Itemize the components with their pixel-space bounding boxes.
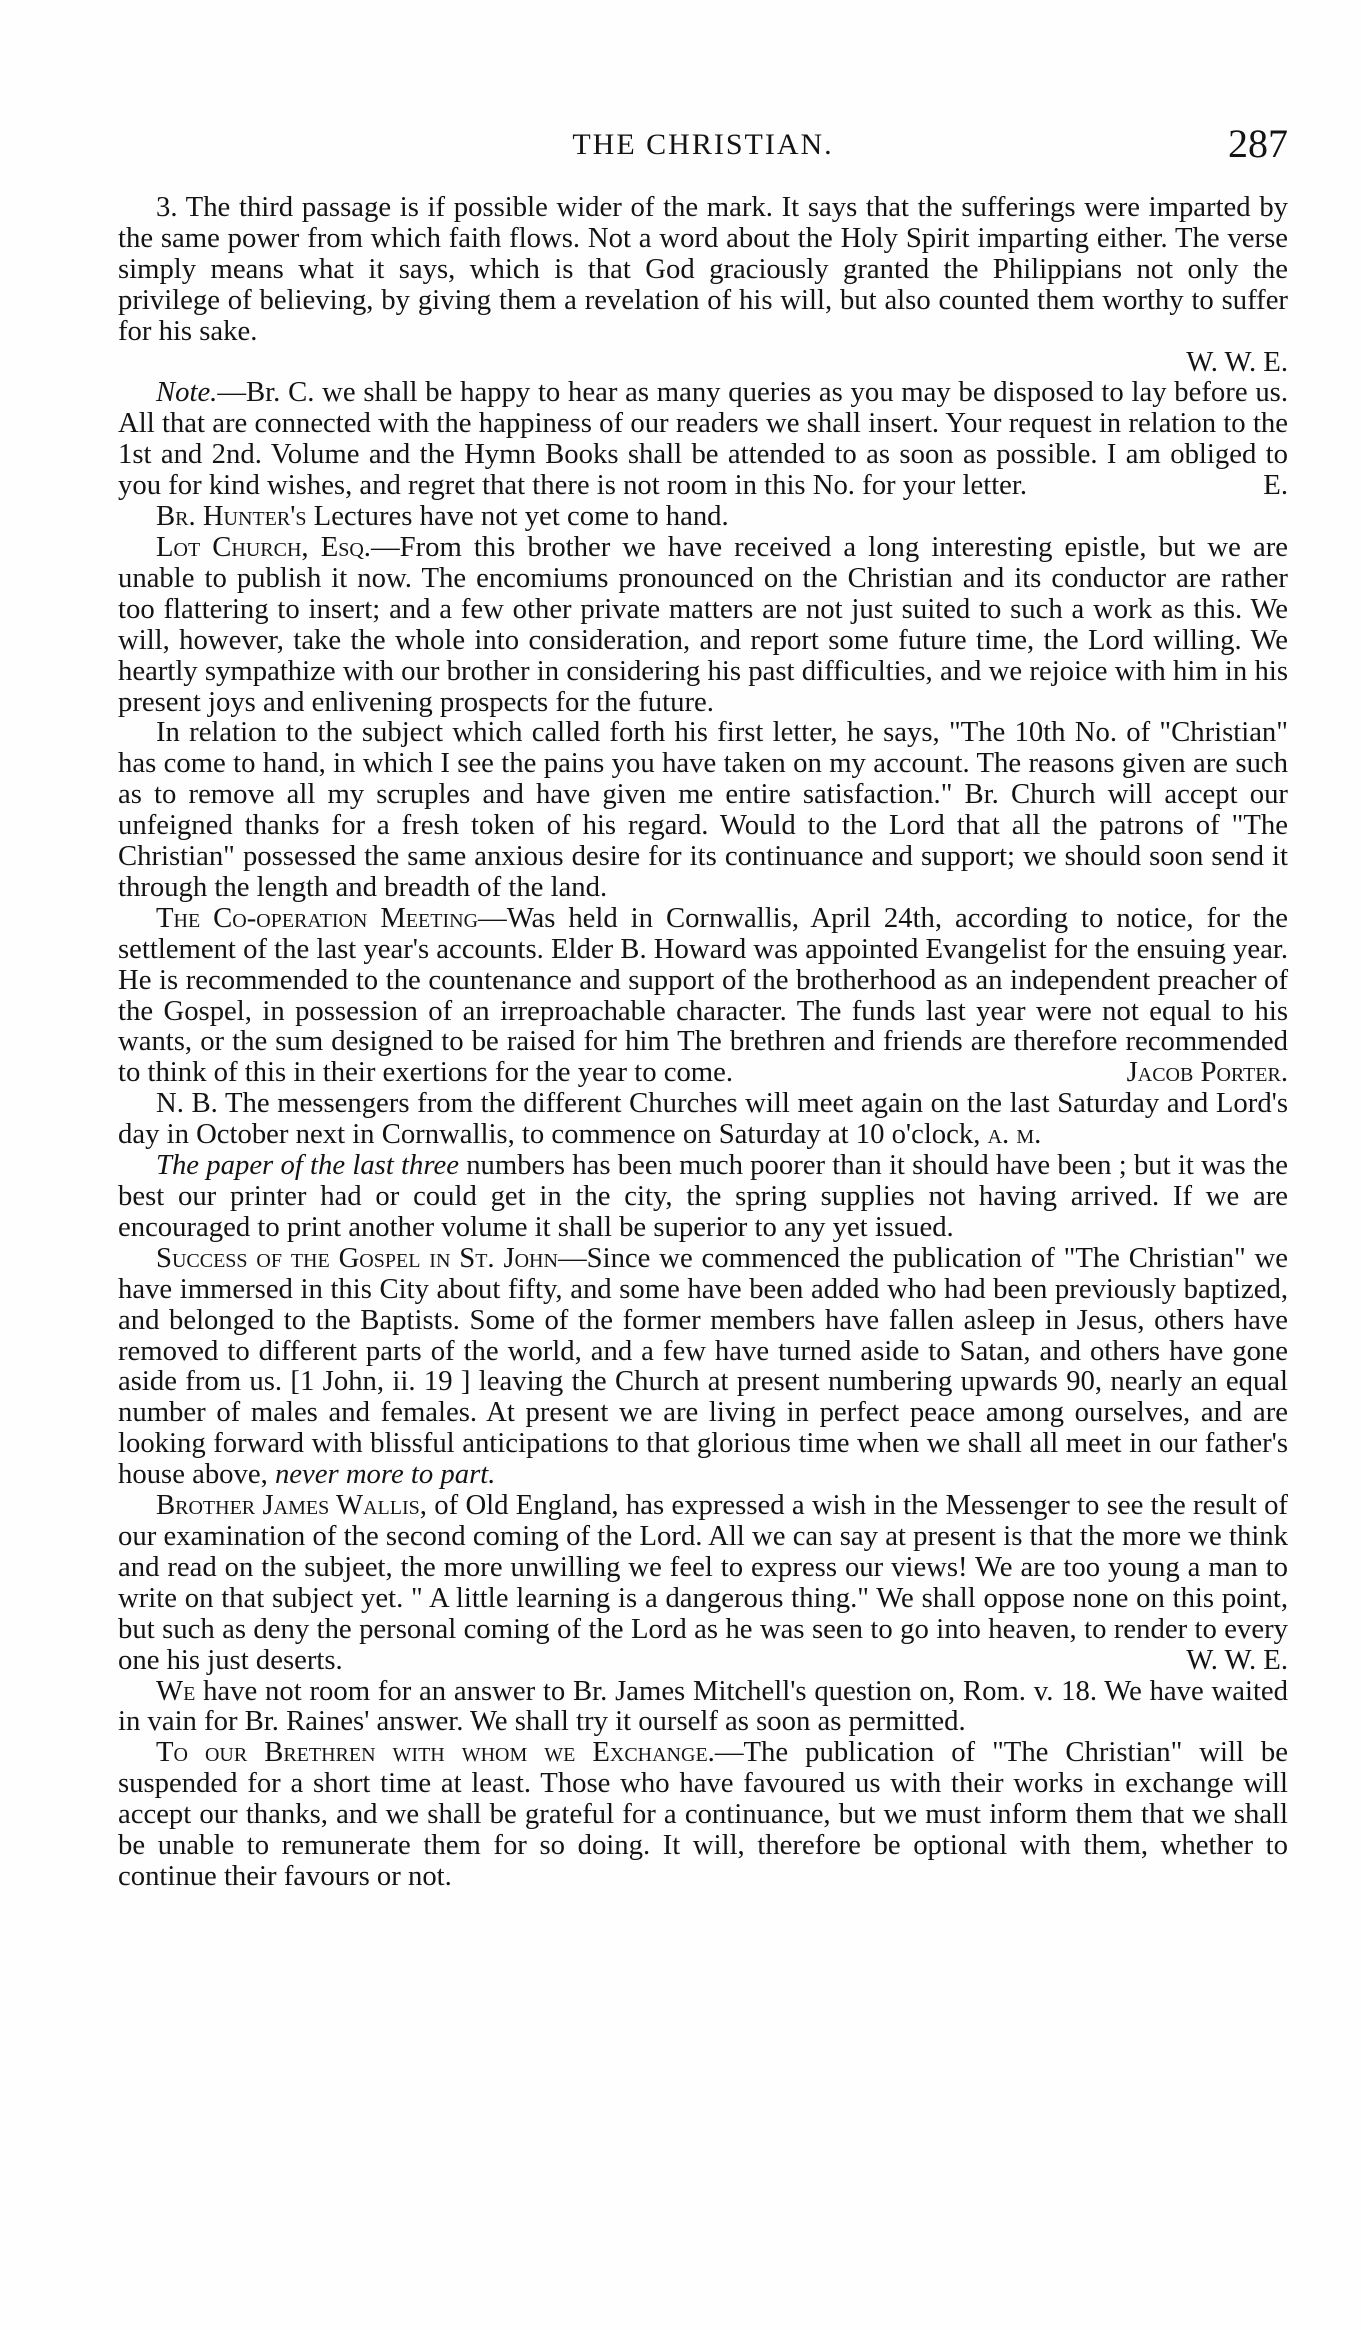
mitchell-lead: We (156, 1674, 196, 1707)
paragraph-text: 3. The third passage is if possible wider of the mark. It says that the sufferings were imparted by the same power from which faith flows. Not a word about the Holy Spirit imparting either. The verse simply means what it says, which is that God graciously granted the Philippians not only the privilege of believing, by giving them a revelation of his will, but also counted them worthy to suffer for his sake. (118, 191, 1288, 347)
paragraph-hunter-lectures (118, 501, 1288, 532)
paragraph-text: —The publication of "The Christian" will be suspended for a short time at least. Those who have favoured us with their works in exchange will accept our thanks, and we shall be grateful for a continuance, but we must inform them that we shall be unable to remunerate them for so doing. It will, therefore be optional with them, whether to continue their favours or not. (118, 1736, 1288, 1892)
paragraph-exchange-notice (118, 1737, 1288, 1892)
paragraph-text: Lectures have not yet come to hand. (306, 500, 729, 533)
cooperation-lead: The Co-operation Meeting (156, 901, 479, 934)
paragraph-nota-bene (118, 1088, 1288, 1150)
success-lead: Success of the Gospel in St. John (156, 1241, 558, 1274)
signature-e: E. (1263, 469, 1288, 502)
paragraph-text: —Since we commenced the publication of "The Christian" we have immersed in this City about fifty, and some have been added who had been previously baptized, and belonged to the Baptists. Some of the former members have fallen asleep in Jesus, others have removed to different parts of the world, and a few have turned aside to Satan, and others have gone aside from us. [1 John, ii. 19 ] leaving the Church at present numbering upwards 90, nearly an equal number of males and females. At present we are living in perfect peace among ourselves, and are looking forward with blissful anticipations to that glorious time when we shall all meet in our father's house above, (118, 1241, 1288, 1491)
paragraph-first-letter (118, 717, 1288, 902)
paragraph-paper-quality (118, 1150, 1288, 1243)
paragraph-note (118, 377, 1288, 501)
note-lead: Note. (156, 376, 218, 409)
paragraph-mitchell-question (118, 1676, 1288, 1738)
paragraph-lot-church (118, 532, 1288, 717)
paper-lead: The paper of the last three (156, 1149, 459, 1182)
signature-wwe: W. W. E. (1186, 345, 1288, 378)
paragraph-cooperation-meeting (118, 903, 1288, 1088)
page-header (118, 120, 1288, 170)
hunter-lead: Br. Hunter's (156, 500, 307, 533)
page-number: 287 (1228, 121, 1288, 166)
success-tail: never more to part. (274, 1458, 496, 1491)
paragraph-text: —From this brother we have received a long interesting epistle, but we are unable to publish it now. The encomiums pronounced on the Christian and its conductor are rather too flattering to insert; and a few other private matters are not just suited to such a work as this. We will, however, take the whole into consideration, and report some future time, the Lord willing. We heartly sympathize with our brother in considering his past difficulties, and we rejoice with him in his present joys and enlivening prospects for the future. (118, 530, 1288, 718)
paragraph-james-wallis (118, 1490, 1288, 1675)
paragraph-text: —Was held in Cornwallis, April 24th, according to notice, for the settlement of the last year's accounts. Elder B. Howard was appointed Evangelist for the ensuing year. He is recommended to the countenance and support of the brotherhood as an independent preacher of the Gospel, in possession of an irreproachable character. The funds last year were not equal to his wants, or the sum designed to be raised for him The brethren and friends are therefore recommended to think of this in their exertions for the year to come. (118, 901, 1288, 1089)
signature-wwe-2: W. W. E. (1186, 1643, 1288, 1676)
wallis-lead: Brother James Wallis, (156, 1489, 427, 1522)
paragraph-text: of Old England, has expressed a wish in the Messenger to see the result of our examination of the second coming of the Lord. All we can say at present is that the more we think and read on the subjeet, the more unwilling we feel to express our views! We are too young a man to write on that subject yet. " A little learning is a dangerous thing." We shall oppose none on this point, but such as deny the personal coming of the Lord as he was seen to go into heaven, to render to every one his just deserts. (118, 1489, 1288, 1676)
paragraph-text: —Br. C. we shall be happy to hear as many queries as you may be disposed to lay before us. All that are connected with the happiness of our readers we shall insert. Your request in relation to the 1st and 2nd. Volume and the Hymn Books shall be attended to as soon as possible. I am obliged to you for kind wishes, and regret that there is not room in this No. for your letter. (118, 376, 1288, 502)
paragraph-text: N. B. The messengers from the different Churches will meet again on the last Saturday and Lord's day in October next in Cornwallis, to commence on Saturday at 10 o'clock, (118, 1087, 1288, 1151)
paragraph-success-gospel (118, 1243, 1288, 1490)
page-body (118, 192, 1288, 1892)
lot-church-lead: Lot Church, Esq. (156, 530, 371, 563)
running-title: THE CHRISTIAN. (572, 128, 834, 161)
exchange-lead: To our Brethren with whom we Exchange. (156, 1736, 715, 1769)
signature-jacob-porter: Jacob Porter. (1126, 1056, 1288, 1089)
paragraph-text: numbers has been much poorer than it should have been ; but it was the best our printer had or could get in the city, the spring supplies not having arrived. If we are encouraged to print another volume it shall be superior to any yet issued. (118, 1149, 1289, 1243)
paragraph-text: In relation to the subject which called forth his first letter, he says, "The 10th No. of "Christian" has come to hand, in which I see the pains you have taken on my account. The reasons given are such as to remove all my scruples and have given me entire satisfaction." Br. Church will accept our unfeigned thanks for a fresh token of his regard. Would to the Lord that all the patrons of "The Christian" possessed the same anxious desire for its continuance and support; we should soon send it through the length and breadth of the land. (118, 716, 1288, 903)
time-am: a. m. (987, 1118, 1042, 1151)
paragraph-text: have not room for an answer to Br. James Mitchell's question on, Rom. v. 18. We have waited in vain for Br. Raines' answer. We shall try it ourself as soon as permitted. (118, 1674, 1288, 1738)
paragraph-third-passage (118, 192, 1288, 377)
